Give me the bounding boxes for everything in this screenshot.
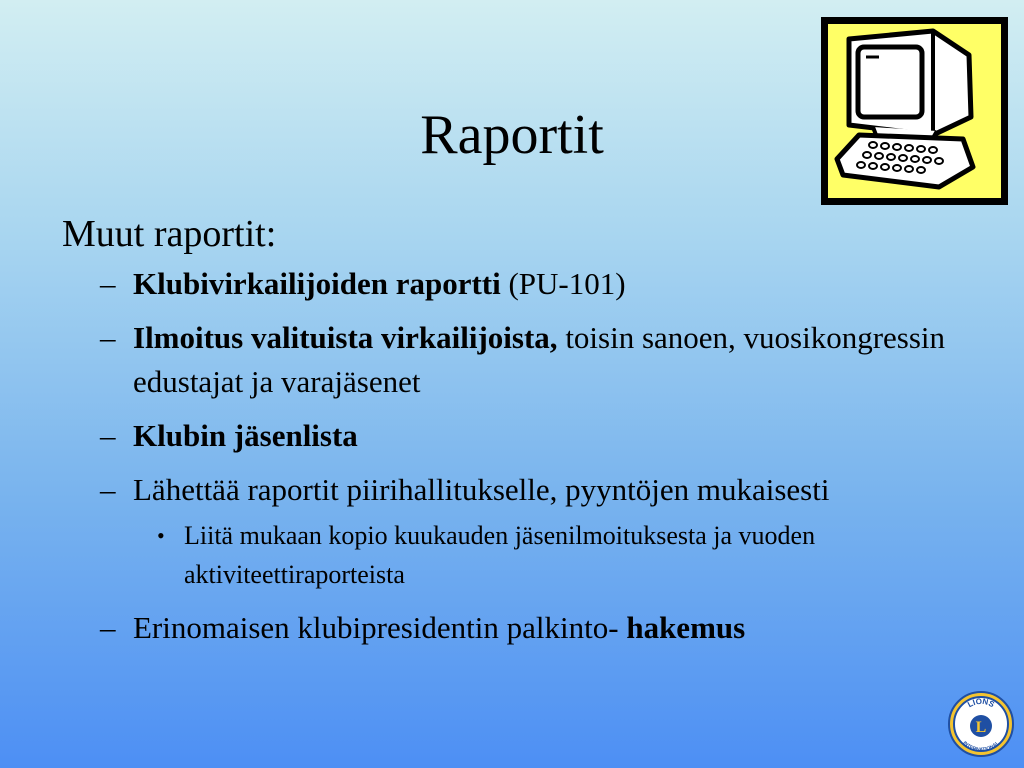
logo-top-text: LIONS — [966, 696, 996, 710]
logo-letter: L — [975, 719, 987, 736]
list-item — [62, 262, 962, 306]
list-item — [62, 414, 962, 458]
logo-bottom-text: INTERNATIONAL — [961, 740, 1001, 753]
list-item-bold: hakemus — [626, 610, 746, 645]
dash-bullet: – — [100, 472, 116, 507]
list-item — [62, 316, 962, 404]
computer-icon — [821, 17, 1008, 205]
list-item-text: Erinomaisen klubipresidentin palkinto- — [133, 610, 627, 645]
lions-logo — [947, 690, 1015, 758]
list-item-bold: Klubin jäsenlista — [133, 418, 358, 453]
dash-bullet: – — [100, 418, 116, 453]
list-item-text: toisin sanoen, vuosikongressin edustajat ja varajäsenet — [133, 320, 946, 399]
slide-title: Raportit — [420, 104, 604, 166]
dash-bullet: – — [100, 320, 116, 355]
section-heading: Muut raportit: — [62, 213, 277, 255]
list-item-text: (PU-101) — [500, 266, 626, 301]
list-item-bold: Ilmoitus valituista virkailijoista, — [133, 320, 558, 355]
list-item — [62, 468, 962, 512]
sub-list-item-text: Liitä mukaan kopio kuukauden jäsenilmoituksesta ja vuoden aktiviteettiraporteista — [184, 521, 816, 589]
dot-bullet: • — [157, 523, 165, 548]
list-item-text: Lähettää raportit piirihallitukselle, pyyntöjen mukaisesti — [133, 472, 830, 507]
dash-bullet: – — [100, 610, 116, 645]
slide-body — [62, 208, 962, 660]
sub-list-item — [62, 516, 962, 594]
list-item-bold: Klubivirkailijoiden raportti — [133, 266, 501, 301]
list-item — [62, 606, 962, 650]
dash-bullet: – — [100, 266, 116, 301]
